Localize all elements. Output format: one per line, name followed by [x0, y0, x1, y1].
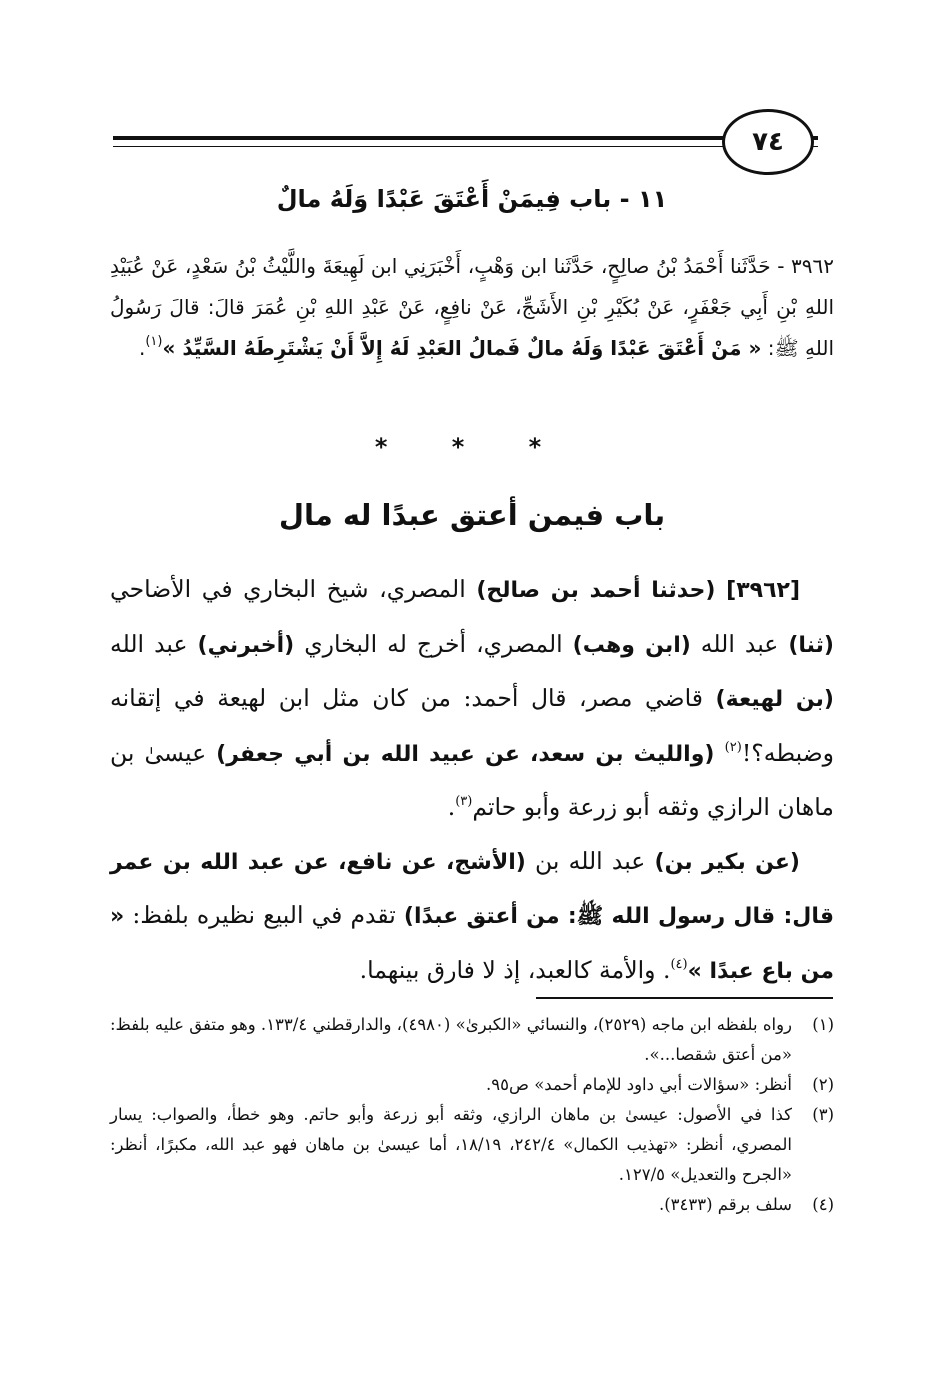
footnote-ref: (١) [145, 334, 163, 349]
header-rule [113, 136, 818, 140]
footnote-text: أنظر: «سؤالات أبي داود للإمام أحمد» ص٩٥. [486, 1075, 792, 1094]
footnote [110, 1010, 834, 1070]
hadith-line: سَعْدٍ، عَنْ عُبَيْدِ اللهِ بْنِ أَبِي جَعْفَرٍ، عَنْ بُكَيْرِ بْنِ الأَشَجِّ، عَنْ نافِعٍ، عَنْ عَبْدِ اللهِ بْنِ عُمَرَ [110, 254, 834, 319]
footnote-divider [536, 997, 833, 999]
chapter-heading: ١١ - باب فِيمَنْ أَعْتَقَ عَبْدًا وَلَهُ مالٌ [276, 185, 668, 213]
commentary-heading: باب فيمن أعتق عبدًا له مال [278, 498, 666, 532]
footnote-ref: (٤) [670, 956, 688, 972]
footnote-number: (١) [812, 1015, 834, 1034]
footnotes [110, 1010, 834, 1220]
footnote-number: (٣) [812, 1105, 834, 1124]
footnote-text: سلف برقم (٣٤٣٣). [658, 1195, 792, 1214]
commentary-text [110, 563, 834, 998]
footnote [110, 1100, 834, 1190]
footnote-text: رواه بلفظه ابن ماجه (٢٥٢٩)، والنسائي «الكبرىٰ» (٤٩٨٠)، والدارقطني ١٣٣/٤. وهو متفق عليه بلفظ: «من أعتق شقصا...». [110, 1015, 793, 1064]
commentary-paragraph: [٣٩٦٢] (حدثنا أحمد بن صالح) المصري، شيخ البخاري في الأضاحي (ثنا) عبد الله (ابن وهب) المصري، أخرج له البخاري (أخبرني) عبد الله (بن لهيعة) قاضي مصر، قال أحمد: من كان مثل ابن لهيعة في إتقانه وضبطه؟!$^{(٢)}$ (والليث بن سعد، عن عبيد الله بن أبي جعفر) عيسىٰ بن ماهان الرازي وثقه أبو زرعة وأبو حاتم$^{(٣)}$. [110, 575, 834, 821]
header-rule-thin [113, 146, 818, 147]
footnote [110, 1070, 834, 1100]
hadith-text: ٣٩٦٢ - حَدَّثَنا أَحْمَدُ بْنُ صالِحٍ، حَدَّثَنا ابن وَهْبٍ، أَخْبَرَنِي ابن لَهِيعَةَ واللَّيْثُ بْنُ سَعْدٍ، عَنْ عُبَيْدِ اللهِ بْنِ أَبِي جَعْفَرٍ، عَنْ بُكَيْرِ بْنِ الأَشَجِّ، عَنْ نافِعٍ، عَنْ عَبْدِ اللهِ بْنِ عُمَرَ قالَ: قالَ رَسُولُ اللهِ ﷺ: « مَنْ أَعْتَقَ عَبْدًا وَلَهُ مالٌ فَمالُ العَبْدِ لَهُ إِلاَّ أَنْ يَشْتَرِطَهُ السَّيِّدُ »$^{(١)}$. [110, 254, 835, 360]
footnote [110, 1190, 834, 1220]
footnote-number: (٤) [812, 1195, 834, 1214]
section-separator: * * * [374, 433, 570, 461]
footnote-text: كذا في الأصول: عيسىٰ بن ماهان الرازي، وثقه أبو زرعة وأبو حاتم. وهو خطأ، والصواب: يسار المصري، أنظر: «تهذيب الكمال» ٢٤٢/٤، ١٨/١٩، أما عيسىٰ بن ماهان فهو عبد الله، مكبرًا، أنظر: «الجرح والتعديل» ١٢٧/٥. [110, 1105, 792, 1184]
page-number: ٧٤ [722, 109, 814, 175]
hadith-line: ٣٩٦٢ - حَدَّثَنا أَحْمَدُ بْنُ صالِحٍ، حَدَّثَنا ابن وَهْبٍ، أَخْبَرَنِي ابن لَهِيعَةَ واللَّيْثُ بْنُ [234, 254, 835, 278]
footnote-ref: (٢) [724, 739, 742, 755]
footnote-ref: (٣) [455, 794, 473, 809]
footnote-number: (٢) [812, 1075, 834, 1094]
hadith-line: قالَ: قالَ رَسُولُ اللهِ ﷺ: [110, 295, 834, 360]
hadith-quote: « مَنْ أَعْتَقَ عَبْدًا وَلَهُ مالٌ فَمالُ العَبْدِ لَهُ إِلاَّ أَنْ يَشْتَرِطَهُ السَّيِّدُ » [162, 336, 762, 360]
commentary-paragraph: (عن بكير بن) عبد الله بن (الأشج، عن نافع، عن عبد الله بن عمر قال: قال رسول الله ﷺ: من أعتق عبدًا) تقدم في البيع نظيره بلفظ: « من باع عبدًا »$^{(٤)}$. والأمة كالعبد، إذ لا فارق بينهما. [110, 846, 835, 984]
